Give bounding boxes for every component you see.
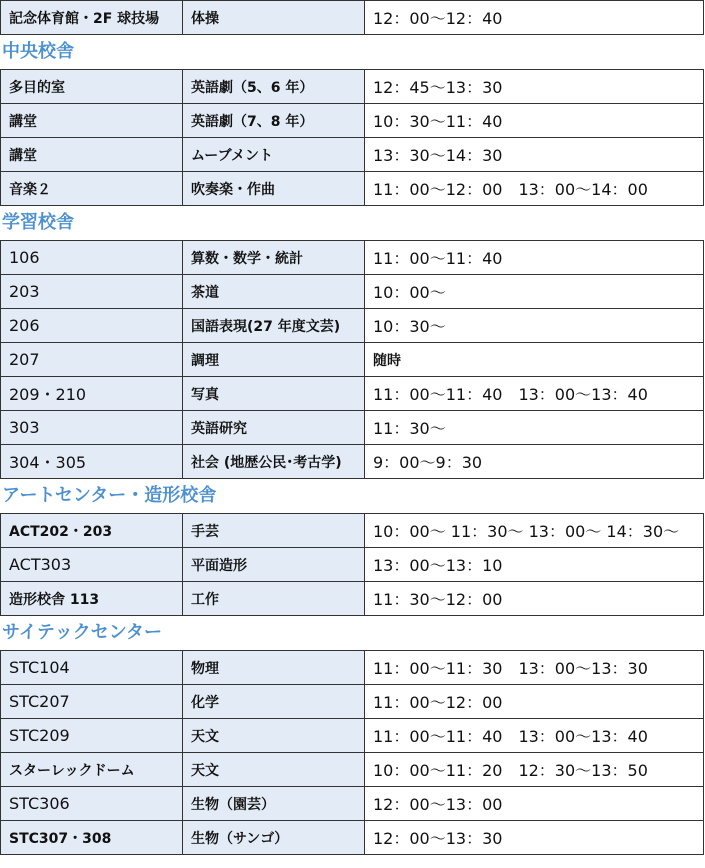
time-cell: 10：00～ xyxy=(365,275,704,309)
room-cell: 記念体育館・2F 球技場 xyxy=(1,1,183,35)
subject-cell: 英語劇（7、8 年） xyxy=(183,104,365,138)
subject-cell: 天文 xyxy=(183,753,365,787)
time-cell: 11：00～12：00 13：00～14：00 xyxy=(365,172,704,206)
table-row xyxy=(1,514,704,548)
room-cell: 206 xyxy=(1,309,183,343)
time-cell: 11：00～12：00 xyxy=(365,685,704,719)
table-row xyxy=(1,685,704,719)
time-cell: 11：00～11：40 13：00～13：40 xyxy=(365,719,704,753)
room-cell: 207 xyxy=(1,343,183,377)
subject-cell: ムーブメント xyxy=(183,138,365,172)
subject-cell: 英語劇（5、6 年） xyxy=(183,70,365,104)
room-cell: ACT202・203 xyxy=(1,514,183,548)
room-cell: 304・305 xyxy=(1,445,183,479)
room-cell: ACT303 xyxy=(1,548,183,582)
time-cell: 10：00～11：20 12：30～13：50 xyxy=(365,753,704,787)
table-row xyxy=(1,172,704,206)
time-cell: 11：00～11：30 13：00～13：30 xyxy=(365,651,704,685)
table-row xyxy=(1,753,704,787)
table-row xyxy=(1,104,704,138)
schedule-table xyxy=(0,513,704,616)
subject-cell: 生物（サンゴ） xyxy=(183,821,365,855)
section-heading: サイテックセンター xyxy=(2,622,163,643)
sections-container xyxy=(0,35,705,855)
time-cell: 13：00～13：10 xyxy=(365,548,704,582)
time-cell: 11：00～11：40 xyxy=(365,241,704,275)
table-row xyxy=(1,821,704,855)
room-cell: STC104 xyxy=(1,651,183,685)
subject-cell: 体操 xyxy=(183,1,365,35)
time-cell: 12：00～12：40 xyxy=(365,1,704,35)
subject-cell: 化学 xyxy=(183,685,365,719)
subject-cell: 工作 xyxy=(183,582,365,616)
table-row xyxy=(1,787,704,821)
subject-cell: 写真 xyxy=(183,377,365,411)
table-row xyxy=(1,582,704,616)
room-cell: STC306 xyxy=(1,787,183,821)
table-row xyxy=(1,70,704,104)
time-cell: 11：30～ xyxy=(365,411,704,445)
time-cell: 13：30～14：30 xyxy=(365,138,704,172)
time-cell: 11：00～11：40 13：00～13：40 xyxy=(365,377,704,411)
table-row xyxy=(1,309,704,343)
room-cell: STC307・308 xyxy=(1,821,183,855)
table-row xyxy=(1,138,704,172)
table-row xyxy=(1,548,704,582)
section-heading: 中央校舎 xyxy=(2,41,74,62)
time-cell: 10：00～ 11：30～ 13：00～ 14：30～ xyxy=(365,514,704,548)
schedule-table xyxy=(0,650,704,855)
subject-cell: 手芸 xyxy=(183,514,365,548)
subject-cell: 平面造形 xyxy=(183,548,365,582)
subject-cell: 生物（園芸） xyxy=(183,787,365,821)
time-cell: 10：30～11：40 xyxy=(365,104,704,138)
schedule-table xyxy=(0,69,704,206)
schedule-table xyxy=(0,240,704,479)
room-cell: 203 xyxy=(1,275,183,309)
subject-cell: 天文 xyxy=(183,719,365,753)
section-heading: アートセンター・造形校舎 xyxy=(2,485,217,506)
room-cell: スターレックドーム xyxy=(1,753,183,787)
room-cell: STC207 xyxy=(1,685,183,719)
subject-cell: 吹奏楽・作曲 xyxy=(183,172,365,206)
subject-cell: 国語表現(27 年度文芸) xyxy=(183,309,365,343)
schedule-table-top xyxy=(0,0,704,35)
room-cell: 303 xyxy=(1,411,183,445)
subject-cell: 社会 (地歴公民･考古学) xyxy=(183,445,365,479)
subject-cell: 算数・数学・統計 xyxy=(183,241,365,275)
room-cell: 209・210 xyxy=(1,377,183,411)
room-cell: STC209 xyxy=(1,719,183,753)
subject-cell: 茶道 xyxy=(183,275,365,309)
subject-cell: 物理 xyxy=(183,651,365,685)
room-cell: 音楽２ xyxy=(1,172,183,206)
room-cell: 多目的室 xyxy=(1,70,183,104)
room-cell: 講堂 xyxy=(1,138,183,172)
time-cell: 11：30～12：00 xyxy=(365,582,704,616)
table-row xyxy=(1,719,704,753)
table-row xyxy=(1,1,704,35)
room-cell: 造形校舎 113 xyxy=(1,582,183,616)
room-cell: 106 xyxy=(1,241,183,275)
subject-cell: 英語研究 xyxy=(183,411,365,445)
table-row xyxy=(1,445,704,479)
table-row xyxy=(1,241,704,275)
table-row xyxy=(1,275,704,309)
table-row xyxy=(1,411,704,445)
subject-cell: 調理 xyxy=(183,343,365,377)
time-cell: 随時 xyxy=(365,343,704,377)
table-row xyxy=(1,377,704,411)
table-row xyxy=(1,343,704,377)
time-cell: 12：00～13：00 xyxy=(365,787,704,821)
table-row xyxy=(1,651,704,685)
time-cell: 9：00～9：30 xyxy=(365,445,704,479)
time-cell: 12：00～13：30 xyxy=(365,821,704,855)
time-cell: 12：45～13：30 xyxy=(365,70,704,104)
time-cell: 10：30～ xyxy=(365,309,704,343)
section-heading: 学習校舎 xyxy=(2,212,74,233)
room-cell: 講堂 xyxy=(1,104,183,138)
